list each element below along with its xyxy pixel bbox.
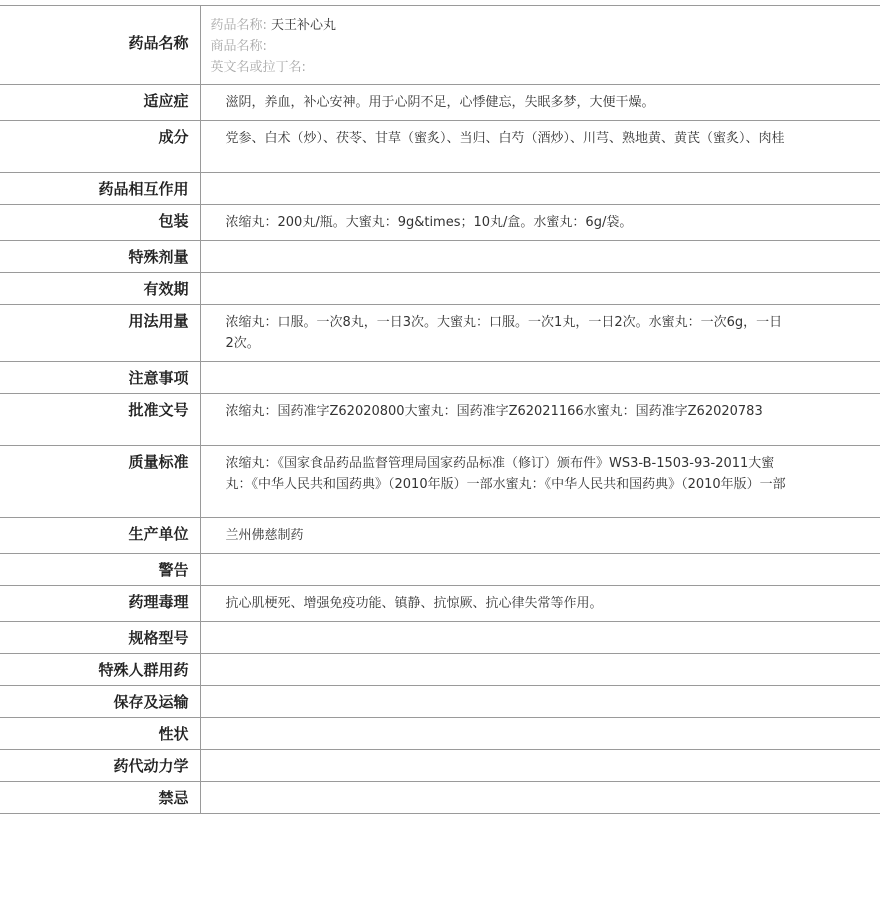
dosage-row <box>0 305 880 362</box>
packaging-row <box>0 205 880 241</box>
trade-name-key: 商品名称: <box>210 39 267 54</box>
field-value <box>200 273 880 305</box>
drug-name-values <box>200 6 880 85</box>
trade-name-line <box>211 36 880 57</box>
generic-name-line <box>211 15 880 36</box>
field-label: 特殊剂量 <box>0 241 200 273</box>
drug-info-table <box>0 5 880 814</box>
field-value <box>200 750 880 782</box>
manufacturer-row <box>0 518 880 554</box>
ingredients-row <box>0 121 880 173</box>
latin-name-key: 英文名或拉丁名: <box>210 60 306 75</box>
description-row <box>0 718 880 750</box>
quality-standard-row <box>0 446 880 518</box>
field-label: 性状 <box>0 718 200 750</box>
field-value <box>200 241 880 273</box>
precautions-row <box>0 362 880 394</box>
field-value: 浓缩丸：口服。一次8丸，一日3次。大蜜丸：口服。一次1丸，一日2次。水蜜丸：一次6g，一日2次。 <box>200 305 880 362</box>
field-value: 浓缩丸：200丸/瓶。大蜜丸：9g&times；10丸/盒。水蜜丸：6g/袋。 <box>200 205 880 241</box>
generic-name-value: 天王补心丸 <box>271 18 337 33</box>
special-dosage-row <box>0 241 880 273</box>
special-population-row <box>0 654 880 686</box>
field-label: 药理毒理 <box>0 586 200 622</box>
field-label: 特殊人群用药 <box>0 654 200 686</box>
field-value: 浓缩丸：国药准字Z62020800大蜜丸：国药准字Z62021166水蜜丸：国药准字Z62020783 <box>200 394 880 446</box>
specification-row <box>0 622 880 654</box>
drug-name-row <box>0 6 880 85</box>
field-value <box>200 554 880 586</box>
field-label: 用法用量 <box>0 305 200 362</box>
field-value <box>200 173 880 205</box>
field-value <box>200 718 880 750</box>
contraindications-row <box>0 782 880 814</box>
field-label-drug-name: 药品名称 <box>0 6 200 85</box>
field-label: 质量标准 <box>0 446 200 518</box>
field-value <box>200 362 880 394</box>
generic-name-key: 药品名称: <box>210 18 267 33</box>
field-value <box>200 622 880 654</box>
latin-name-line <box>211 57 880 78</box>
field-value: 兰州佛慈制药 <box>200 518 880 554</box>
shelf-life-row <box>0 273 880 305</box>
field-value: 浓缩丸：《国家食品药品监督管理局国家药品标准（修订）颁布件》WS3-B-1503-93-2011大蜜丸：《中华人民共和国药典》（2010年版）一部水蜜丸：《中华人民共和国药典》（2010年版）一部 <box>200 446 880 518</box>
field-value: 党参、白术（炒）、茯苓、甘草（蜜炙）、当归、白芍（酒炒）、川芎、熟地黄、黄芪（蜜炙）、肉桂 <box>200 121 880 173</box>
pharmacokinetics-row <box>0 750 880 782</box>
field-label: 有效期 <box>0 273 200 305</box>
field-label: 成分 <box>0 121 200 173</box>
field-label: 禁忌 <box>0 782 200 814</box>
field-label: 注意事项 <box>0 362 200 394</box>
field-label: 批准文号 <box>0 394 200 446</box>
field-value: 抗心肌梗死、增强免疫功能、镇静、抗惊厥、抗心律失常等作用。 <box>200 586 880 622</box>
pharmacology-row <box>0 586 880 622</box>
indications-row <box>0 85 880 121</box>
field-label: 生产单位 <box>0 518 200 554</box>
storage-row <box>0 686 880 718</box>
field-label: 规格型号 <box>0 622 200 654</box>
field-label: 适应症 <box>0 85 200 121</box>
field-value <box>200 782 880 814</box>
field-label: 药品相互作用 <box>0 173 200 205</box>
field-label: 包装 <box>0 205 200 241</box>
warning-row <box>0 554 880 586</box>
field-label: 警告 <box>0 554 200 586</box>
approval-number-row <box>0 394 880 446</box>
interactions-row <box>0 173 880 205</box>
field-value <box>200 686 880 718</box>
field-value: 滋阴，养血，补心安神。用于心阴不足，心悸健忘，失眠多梦，大便干燥。 <box>200 85 880 121</box>
field-label: 药代动力学 <box>0 750 200 782</box>
field-label: 保存及运输 <box>0 686 200 718</box>
field-value <box>200 654 880 686</box>
